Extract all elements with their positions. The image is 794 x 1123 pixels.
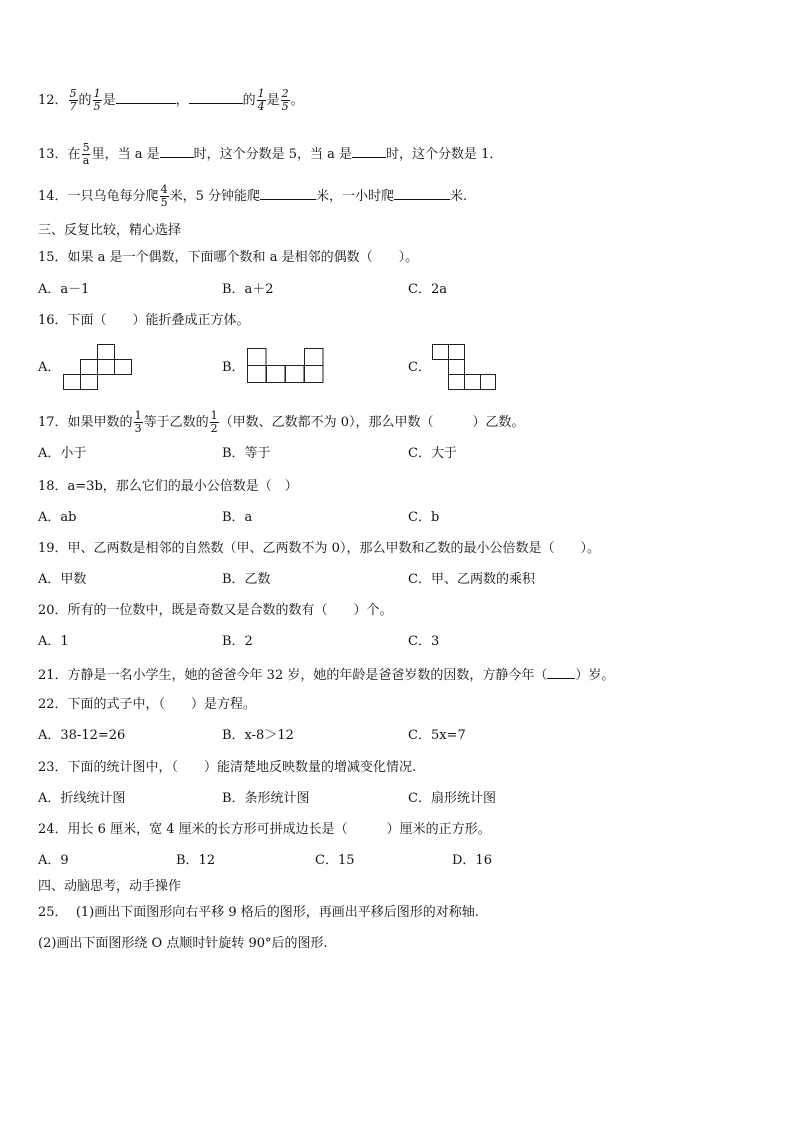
fraction-2-5: $\frac{2}{5}$	[281, 87, 289, 113]
fraction-1-4: $\frac{1}{4}$	[257, 87, 265, 113]
q15-option-b[interactable]: B．a＋2	[222, 282, 274, 297]
fraction-5-a: $\frac{5}{a}$	[82, 141, 90, 167]
answer-blank[interactable]	[260, 187, 316, 200]
question-12: 12． $\frac{5}{7}$ 的 $\frac{1}{5}$ 是 ， 的 $\frac{1}{4}$ 是 $\frac{2}{5}$ 。	[38, 87, 304, 113]
answer-blank[interactable]	[394, 187, 450, 200]
q22-option-c[interactable]: C．5x=7	[408, 728, 466, 743]
fraction-5-7: $\frac{5}{7}$	[69, 87, 77, 113]
q18-option-c[interactable]: C．b	[408, 510, 440, 525]
question-24: 24．用长 6 厘米，宽 4 厘米的长方形可拼成边长是（ ）厘米的正方形。	[38, 822, 491, 837]
q17-option-c[interactable]: C．大于	[408, 446, 457, 461]
cube-net-c	[432, 344, 498, 392]
fraction-1-3: $\frac{1}{3}$	[134, 409, 142, 435]
q17-option-a[interactable]: A．小于	[38, 446, 87, 461]
q24-option-a[interactable]: A．9	[38, 853, 69, 868]
q24-option-b[interactable]: B．12	[176, 853, 216, 868]
question-13: 13．在 $\frac{5}{a}$ 里，当 a 是 时，这个分数是 5，当 a 是 时，这个分数是 1．	[38, 141, 503, 167]
q18-option-a[interactable]: A．ab	[38, 510, 77, 525]
q15-option-a[interactable]: A．a－1	[38, 282, 90, 297]
q16-option-b[interactable]: B．	[222, 360, 245, 375]
question-16: 16．下面（ ）能折叠成正方体。	[38, 313, 250, 328]
section-heading-3: 三、反复比较，精心选择	[38, 223, 182, 238]
question-25-part-1: 25． (1)画出下面图形向右平移 9 格后的图形，再画出平移后图形的对称轴.	[38, 905, 479, 920]
q19-option-a[interactable]: A．甲数	[38, 572, 87, 587]
question-17: 17．如果甲数的 $\frac{1}{3}$ 等于乙数的 $\frac{1}{2}$ （甲数、乙数都不为 0），那么甲数（ ）乙数。	[38, 409, 525, 435]
q23-option-c[interactable]: C．扇形统计图	[408, 791, 496, 806]
answer-blank[interactable]	[189, 91, 243, 104]
q16-option-c[interactable]: C．	[408, 360, 431, 375]
fraction-4-5: $\frac{4}{5}$	[160, 183, 168, 209]
q23-option-a[interactable]: A．折线统计图	[38, 791, 126, 806]
q16-option-a[interactable]: A．	[38, 360, 61, 375]
question-25-part-2: (2)画出下面图形绕 O 点顺时针旋转 90°后的图形.	[38, 936, 328, 951]
q19-option-b[interactable]: B．乙数	[222, 572, 271, 587]
fraction-1-2: $\frac{1}{2}$	[210, 409, 218, 435]
q24-option-d[interactable]: D．16	[452, 853, 492, 868]
question-21: 21．方静是一名小学生，她的爸爸今年 32 岁，她的年龄是爸爸岁数的因数，方静今年（ ）岁。	[38, 668, 615, 683]
question-15: 15．如果 a 是一个偶数，下面哪个数和 a 是相邻的偶数（ ）。	[38, 250, 419, 265]
question-14: 14．一只乌龟每分爬 $\frac{4}{5}$ 米，5 分钟能爬 米，一小时爬 米.	[38, 183, 468, 209]
q19-option-c[interactable]: C．甲、乙两数的乘积	[408, 572, 535, 587]
q23-option-b[interactable]: B．条形统计图	[222, 791, 310, 806]
question-18: 18．a=3b，那么它们的最小公倍数是（ ）	[38, 479, 298, 494]
cube-net-b	[247, 348, 325, 386]
question-22: 22．下面的式子中，（ ）是方程。	[38, 697, 257, 712]
q15-option-c[interactable]: C．2a	[408, 282, 447, 297]
section-heading-4: 四、动脑思考，动手操作	[38, 879, 182, 894]
q18-option-b[interactable]: B．a	[222, 510, 253, 525]
q20-option-b[interactable]: B．2	[222, 634, 253, 649]
answer-blank[interactable]	[160, 145, 194, 158]
fraction-1-5: $\frac{1}{5}$	[93, 87, 101, 113]
answer-blank[interactable]	[116, 91, 176, 104]
answer-blank[interactable]	[547, 666, 575, 679]
question-23: 23．下面的统计图中，（ ）能清楚地反映数量的增减变化情况.	[38, 760, 417, 775]
q24-option-c[interactable]: C．15	[315, 853, 355, 868]
q20-option-c[interactable]: C．3	[408, 634, 440, 649]
cube-net-a	[63, 344, 135, 392]
question-19: 19．甲、乙两数是相邻的自然数（甲、乙两数不为 0），那么甲数和乙数的最小公倍数是（ ）。	[38, 541, 600, 556]
q22-option-b[interactable]: B．x-8＞12	[222, 728, 294, 743]
answer-blank[interactable]	[352, 145, 386, 158]
q20-option-a[interactable]: A．1	[38, 634, 69, 649]
question-20: 20．所有的一位数中，既是奇数又是合数的数有（ ）个。	[38, 603, 393, 618]
q17-option-b[interactable]: B．等于	[222, 446, 271, 461]
q22-option-a[interactable]: A．38-12=26	[38, 728, 126, 743]
